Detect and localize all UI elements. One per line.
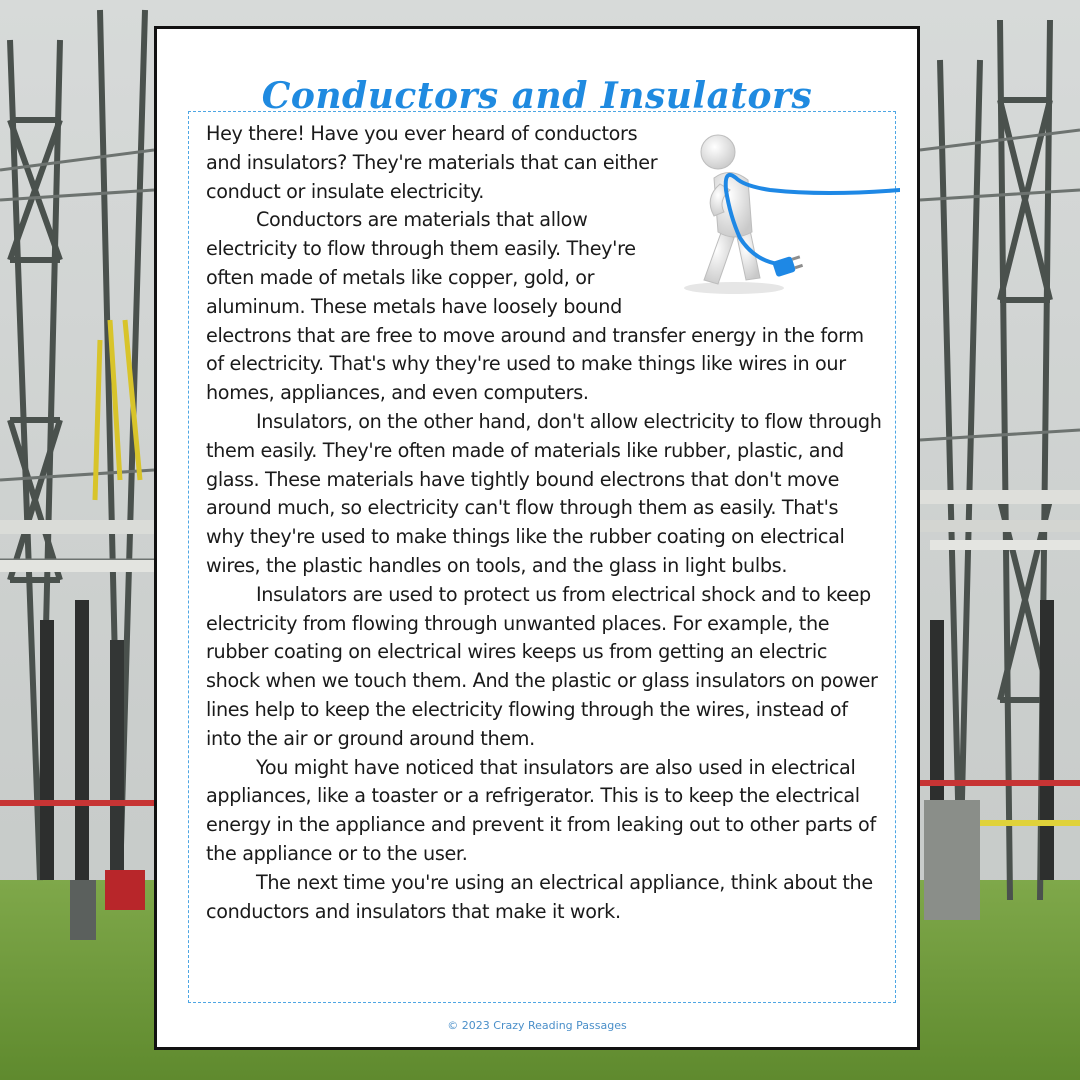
paragraph-appliances: You might have noticed that insulators are also used in electrical appliances, like a toaster or a refrigerator. This is to keep the electrical energy in the appliance and prevent it from leaking out to other parts of the appliance or to the user.	[206, 755, 876, 865]
paragraph-protection: Insulators are used to protect us from electrical shock and to keep electricity from flowing through unwanted places. For example, the rubber coating on electrical wires keeps us from getting an electric shock when we touch them. And the plastic or glass insulators on power lines help to keep the electricity flowing through the wires, instead of into the air or ground around them.	[206, 582, 878, 750]
paragraph-intro: Hey there! Have you ever heard of conductors and insulators? They're materials that can either conduct or insulate electricity.	[206, 122, 658, 203]
paragraph-conclusion: The next time you're using an electrical appliance, think about the conductors and insulators that make it work.	[206, 870, 873, 923]
paragraph-conductors: Conductors are materials that allow electricity to flow through them easily. They're often made of metals like copper, gold, or aluminum. These metals have loosely bound electrons that are free to move around and transfer energy in the form of electricity. That's why they're used to make things like wires in our homes, appliances, and even computers.	[206, 208, 864, 405]
passage-text	[206, 120, 882, 926]
figure-pulling-plug-cable-icon	[674, 120, 900, 306]
passage-frame	[188, 111, 896, 1003]
page-title: Conductors and Insulators	[261, 75, 813, 117]
paragraph-insulators: Insulators, on the other hand, don't allow electricity to flow through them easily. They're often made of materials like rubber, plastic, and glass. These materials have tightly bound electrons that don't move around much, so electricity can't flow through them as easily. That's why they're used to make things like the rubber coating on electrical wires, the plastic handles on tools, and the glass in light bulbs.	[206, 409, 882, 577]
reading-passage-page	[154, 26, 920, 1050]
copyright-notice: © 2023 Crazy Reading Passages	[447, 1019, 627, 1032]
